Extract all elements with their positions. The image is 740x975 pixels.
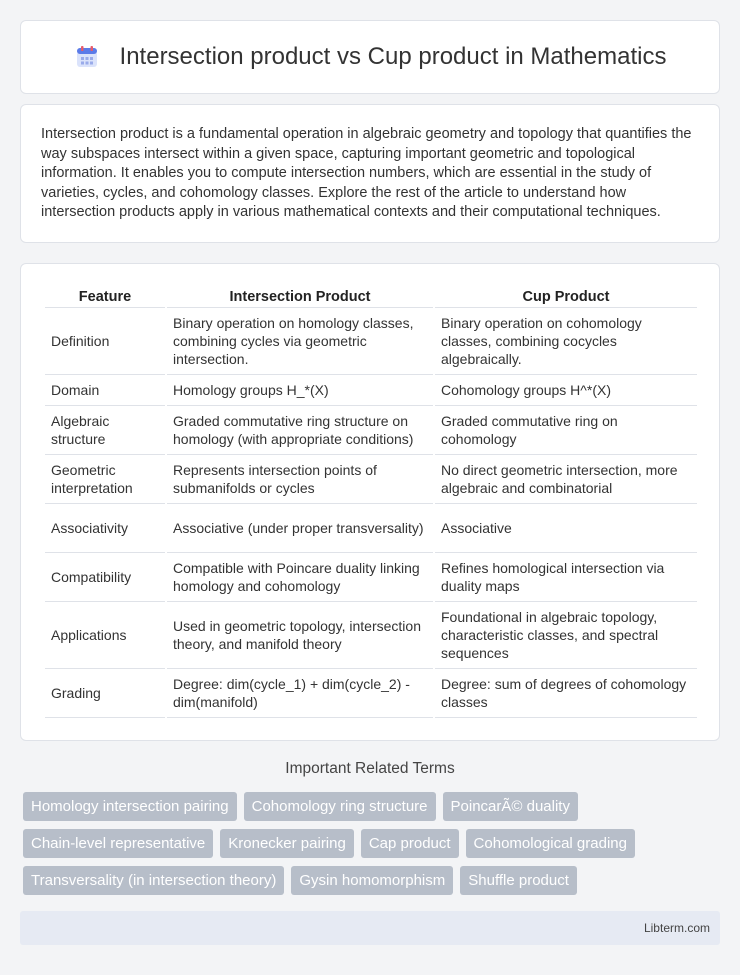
intersection-cell: Graded commutative ring structure on homology (with appropriate conditions) — [167, 406, 433, 455]
feature-cell: Definition — [45, 308, 165, 375]
intersection-cell: Associative (under proper transversality) — [167, 504, 433, 553]
cup-cell: Cohomology groups H^*(X) — [435, 375, 697, 406]
comparison-card — [20, 263, 720, 741]
intersection-cell: Homology groups H_*(X) — [167, 375, 433, 406]
table-row — [45, 308, 697, 375]
related-term-tag[interactable]: PoincarÃ© duality — [443, 792, 578, 821]
related-term-tag[interactable]: Cohomological grading — [466, 829, 635, 858]
cup-cell: Binary operation on cohomology classes, combining cocycles algebraically. — [435, 308, 697, 375]
related-term-tag[interactable]: Chain-level representative — [23, 829, 213, 858]
feature-cell: Compatibility — [45, 553, 165, 602]
cup-cell: No direct geometric intersection, more algebraic and combinatorial — [435, 455, 697, 504]
feature-cell: Algebraic structure — [45, 406, 165, 455]
table-row — [45, 602, 697, 669]
comparison-table — [43, 284, 699, 718]
feature-cell: Grading — [45, 669, 165, 718]
header-intersection-product: Intersection Product — [167, 284, 433, 308]
related-term-tag[interactable]: Transversality (in intersection theory) — [23, 866, 284, 895]
table-row — [45, 455, 697, 504]
header-card — [20, 20, 720, 94]
calendar-icon — [74, 44, 100, 70]
related-term-tag[interactable]: Cap product — [361, 829, 459, 858]
cup-cell: Refines homological intersection via duality maps — [435, 553, 697, 602]
feature-cell: Geometric interpretation — [45, 455, 165, 504]
feature-cell: Domain — [45, 375, 165, 406]
cup-cell: Associative — [435, 504, 697, 553]
table-row — [45, 504, 697, 553]
related-term-tag[interactable]: Cohomology ring structure — [244, 792, 436, 821]
cup-cell: Degree: sum of degrees of cohomology classes — [435, 669, 697, 718]
cup-cell: Graded commutative ring on cohomology — [435, 406, 697, 455]
intersection-cell: Used in geometric topology, intersection theory, and manifold theory — [167, 602, 433, 669]
footer — [20, 911, 720, 945]
intersection-cell: Binary operation on homology classes, combining cycles via geometric intersection. — [167, 308, 433, 375]
cup-cell: Foundational in algebraic topology, characteristic classes, and spectral sequences — [435, 602, 697, 669]
intro-card — [20, 104, 720, 243]
feature-cell: Applications — [45, 602, 165, 669]
intersection-cell: Degree: dim(cycle_1) + dim(cycle_2) - dim(manifold) — [167, 669, 433, 718]
feature-cell: Associativity — [45, 504, 165, 553]
intro-text: Intersection product is a fundamental operation in algebraic geometry and topology that quantifies the way subspaces intersect within a given space, capturing important geometric and topological information. It enables you to compute intersection numbers, which are essential in the study of varieties, cycles, and cohomology classes. Explore the rest of the article to understand how intersection products apply in various mathematical contexts and their computational techniques. — [41, 126, 692, 221]
table-header-row — [45, 284, 697, 308]
intersection-cell: Compatible with Poincare duality linking homology and cohomology — [167, 553, 433, 602]
related-terms-section — [20, 760, 720, 903]
table-row — [45, 375, 697, 406]
footer-site-link[interactable]: Libterm.com — [643, 921, 710, 935]
related-term-tag[interactable]: Gysin homomorphism — [291, 866, 453, 895]
table-row — [45, 669, 697, 718]
header-feature: Feature — [45, 284, 165, 308]
header-cup-product: Cup Product — [435, 284, 697, 308]
table-row — [45, 553, 697, 602]
related-terms-title: Important Related Terms — [285, 760, 455, 777]
page-title: Intersection product vs Cup product in Mathematics — [119, 43, 667, 70]
related-term-tag[interactable]: Homology intersection pairing — [23, 792, 237, 821]
related-term-tag[interactable]: Shuffle product — [460, 866, 577, 895]
related-terms-list — [20, 792, 720, 903]
intersection-cell: Represents intersection points of submanifolds or cycles — [167, 455, 433, 504]
table-row — [45, 406, 697, 455]
related-term-tag[interactable]: Kronecker pairing — [220, 829, 354, 858]
